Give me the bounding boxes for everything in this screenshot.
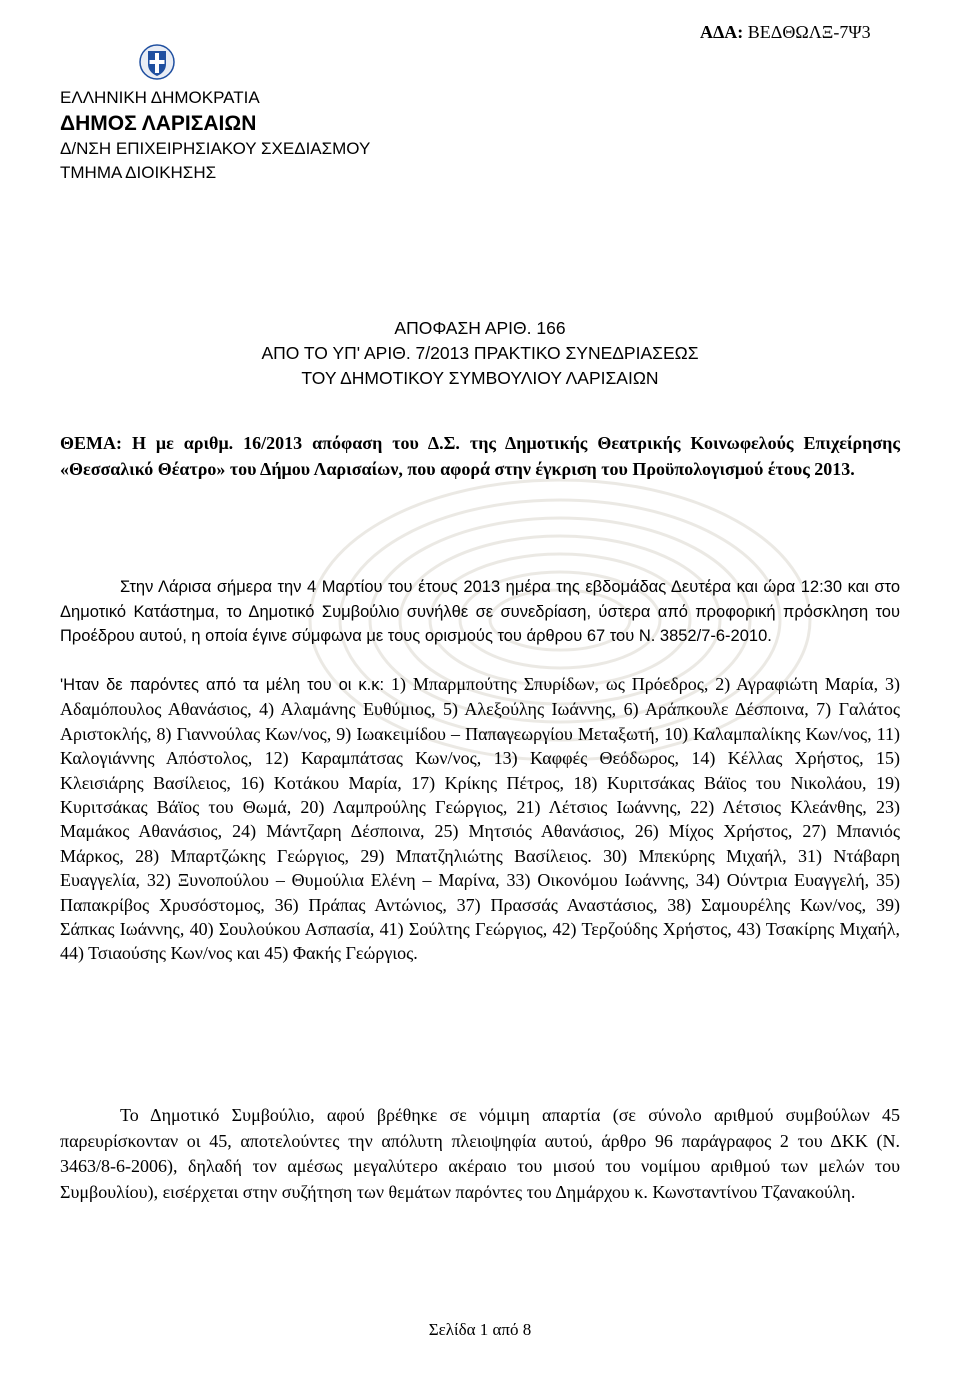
attendees-list: 1) Μπαρμπούτης Σπυρίδων, ως Πρόεδρος, 2) Αγραφιώτη Μαρία, 3) Αδαμόπουλος Αθανάσιος, 4) Αλαμάνης Ευθύμιος, 5) Αλεξούλης Ιωάννης, 6) Αράπκουλε Δέσποινα, 7) Γαλάτος Αριστοκλής, 8) Γιαννούλας Κων/νος, 9) Ιωακειμίδου – Παπαγεωργίου Μεταξωτή, 10) Καλαμπαλίκης Κων/νος, 11) Καλογιάννης Απόστολος, 12) Καραμπάτσας Κων/νος, 13) Καφφές Θεόδωρος, 14) Κέλλας Χρήστος, 15) Κλεισιάρης Βασίλειος, 16) Κοτάκου Μαρία, 17) Κρίκης Πέτρος, 18) Κυριτσάκας Βάϊος του Νικολάου, 19) Κυριτσάκας Βάϊος του Θωμά, 20) Λαμπρούλης Γεώργιος, 21) Λέτσιος Ιωάννης, 22) Λέτσιος Κλεάνθης, 23) Μαμάκος Αθανάσιος, 24) Μάντζαρη Δέσποινα, 25) Μητσιός Αθανάσιος, 26) Μίχος Χρήστος, 27) Μπανιός Μάρκος, 28) Μπαρτζώκης Γεώργιος, 29) Μπατζηλιώτης Βασίλειος. 30) Μπεκύρης Μιχαήλ, 31) Ντάβαρη Ευαγγελία, 32) Ξυνοπούλου – Θυμούλια Ελένη – Μαρίνα, 33) Οικονόμου Ιωάννης, 34) Ούντρια Ευαγγελή, 35) Παπακρίβος Χρυσόστομος, 36) Πράπας Αντώνιος, 37) Πρασσάς Αναστάσιος, 38) Σαμουρέλης Κων/νος, 39) Σάπκας Ιωάννης, 40) Σουλούκου Ασπασία, 41) Σούλτης Γεώργιος, 42) Τερζούδης Χρήστος, 43) Τσακίρης Μιχαήλ, 44) Τσιαούσης Κων/νος και 45) Φακής Γεώργιος. xyxy=(60,674,901,964)
subject-paragraph: ΘΕΜΑ: Η με αριθμ. 16/2013 απόφαση του Δ.Σ. της Δημοτικής Θεατρικής Κοινωφελούς Επιχείρησης «Θεσσαλικό Θέατρο» του Δήμου Λαρισαίων, που αφορά στην έγκριση του Προϋπολογισμού έτους 2013. xyxy=(60,433,900,479)
decision-title: ΑΠΟΦΑΣΗ ΑΡΙΘ. 166 ΑΠΟ ΤΟ ΥΠ' ΑΡΙΘ. 7/2013 ΠΡΑΚΤΙΚΟ ΣΥΝΕΔΡΙΑΣΕΩΣ ΤΟΥ ΔΗΜΟΤΙΚΟΥ ΣΥΜΒΟΥΛΙΟΥ ΛΑΡΙΣΑΙΩΝ xyxy=(261,318,699,388)
municipality-name: ΔΗΜΟΣ ΛΑΡΙΣΑΙΩΝ xyxy=(60,112,257,135)
country-name: ΕΛΛΗΝΙΚΗ ΔΗΜΟΚΡΑΤΙΑ xyxy=(60,88,260,107)
attendees-lead: 'Ηταν δε παρόντες από τα μέλη του οι κ.κ: xyxy=(60,676,385,694)
department-name: ΤΜΗΜΑ ΔΙΟΙΚΗΣΗΣ xyxy=(60,163,217,182)
attendees-paragraph xyxy=(60,672,900,966)
issuer-header xyxy=(60,86,370,185)
ada-code: ΑΔΑ: ΒΕΔΘΩΛΞ-7Ψ3 xyxy=(700,22,871,42)
page-number: Σελίδα 1 από 8 xyxy=(428,1320,532,1339)
quorum-paragraph: Το Δημοτικό Συμβούλιο, αφού βρέθηκε σε νόμιμη απαρτία (σε σύνολο αριθμού συμβούλων 45 παρευρίσκονταν οι 45, αποτελούντες την απόλυτη πλειοψηφία αυτού, άρθρο 96 παράγραφος 2 του ΔΚΚ (Ν. 3463/8-6-2006), δηλαδή τον αμέσως μεγαλύτερο ακέραιο του μισού του νομίμου αριθμού των μελών του Συμβουλίου), εισέρχεται στην συζήτηση των θεμάτων παρόντες του Δημάρχου κ. Κωνσταντίνου Τζανακούλη. xyxy=(60,1105,900,1202)
session-paragraph: Στην Λάρισα σήμερα την 4 Μαρτίου του έτους 2013 ημέρα της εβδομάδας Δευτέρα και ώρα 12:30 και στο Δημοτικό Κατάστημα, το Δημοτικό Συμβούλιο συνήλθε σε συνεδρίαση, ύστερα από προφορική πρόσκληση του Προέδρου αυτού, η οποία έγινε σύμφωνα με τους ορισμούς του άρθρου 67 του Ν. 3852/7-6-2010. xyxy=(60,578,900,645)
greek-emblem-icon xyxy=(139,42,175,80)
directorate-name: Δ/ΝΣΗ ΕΠΙΧΕΙΡΗΣΙΑΚΟΥ ΣΧΕΔΙΑΣΜΟΥ xyxy=(60,139,371,158)
